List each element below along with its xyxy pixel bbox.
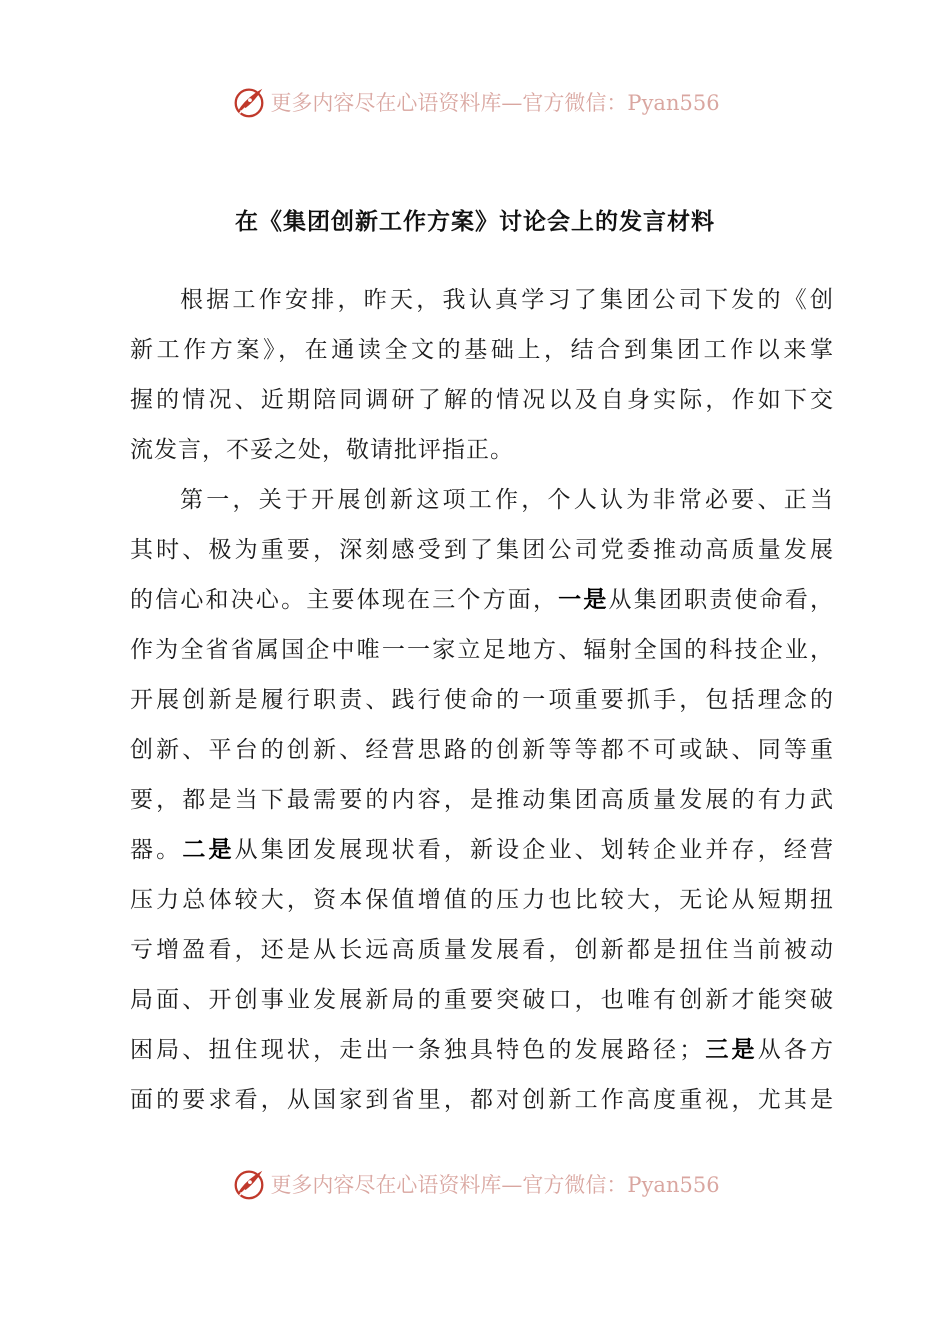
text-line: 根据工作安排，昨天，我认真学习了集团公司下发的《创 xyxy=(180,287,834,313)
text-line: 局面、开创事业发展新局的重要突破口，也唯有创新才能突破 xyxy=(130,987,834,1013)
pen-logo-icon xyxy=(230,83,268,121)
text-line: 作为全省省属国企中唯一一家立足地方、辐射全国的科技企业， xyxy=(130,637,834,663)
text-line: 流发言，不妥之处，敬请批评指正。 xyxy=(130,437,514,463)
text-line: 亏增盈看，还是从长远高质量发展看，创新都是扭住当前被动 xyxy=(130,937,834,963)
pen-logo-icon xyxy=(230,1165,268,1203)
text-segment: 的信心和决心。主要体现在三个方面， xyxy=(130,587,559,613)
text-line: 开展创新是履行职责、践行使命的一项重要抓手，包括理念的 xyxy=(130,687,834,713)
text-line: 其时、极为重要，深刻感受到了集团公司党委推动高质量发展 xyxy=(130,537,834,563)
header-watermark xyxy=(0,80,950,124)
emphasis-text: 一是 xyxy=(558,587,609,613)
text-line xyxy=(130,1025,834,1075)
text-line xyxy=(130,575,834,625)
text-line: 握的情况、近期陪同调研了解的情况以及自身实际，作如下交 xyxy=(130,387,834,413)
watermark-text: 更多内容尽在心语资料库—官方微信：Pyan556 xyxy=(270,1173,720,1197)
text-segment: 器。 xyxy=(130,837,183,863)
text-line: 面的要求看，从国家到省里，都对创新工作高度重视，尤其是 xyxy=(130,1087,834,1113)
text-segment: 从集团职责使命看， xyxy=(608,587,835,613)
document-body xyxy=(130,275,834,1125)
text-segment: 从各方 xyxy=(757,1037,835,1063)
footer-watermark xyxy=(0,1162,950,1206)
text-line: 第一，关于开展创新这项工作，个人认为非常必要、正当 xyxy=(180,487,834,513)
text-line: 创新、平台的创新、经营思路的创新等等都不可或缺、同等重 xyxy=(130,737,834,763)
text-line: 压力总体较大，资本保值增值的压力也比较大，无论从短期扭 xyxy=(130,887,834,913)
text-segment: 从集团发展现状看，新设企业、划转企业并存，经营 xyxy=(234,837,835,863)
text-segment: 困局、扭住现状，走出一条独具特色的发展路径； xyxy=(130,1037,704,1063)
text-line: 要，都是当下最需要的内容，是推动集团高质量发展的有力武 xyxy=(130,787,834,813)
page-title: 在《集团创新工作方案》讨论会上的发言材料 xyxy=(235,209,715,235)
text-line: 新工作方案》，在通读全文的基础上，结合到集团工作以来掌 xyxy=(130,337,834,363)
emphasis-text: 三是 xyxy=(703,1037,758,1063)
emphasis-text: 二是 xyxy=(182,837,235,863)
watermark-text: 更多内容尽在心语资料库—官方微信：Pyan556 xyxy=(270,91,720,115)
text-line xyxy=(130,825,834,875)
